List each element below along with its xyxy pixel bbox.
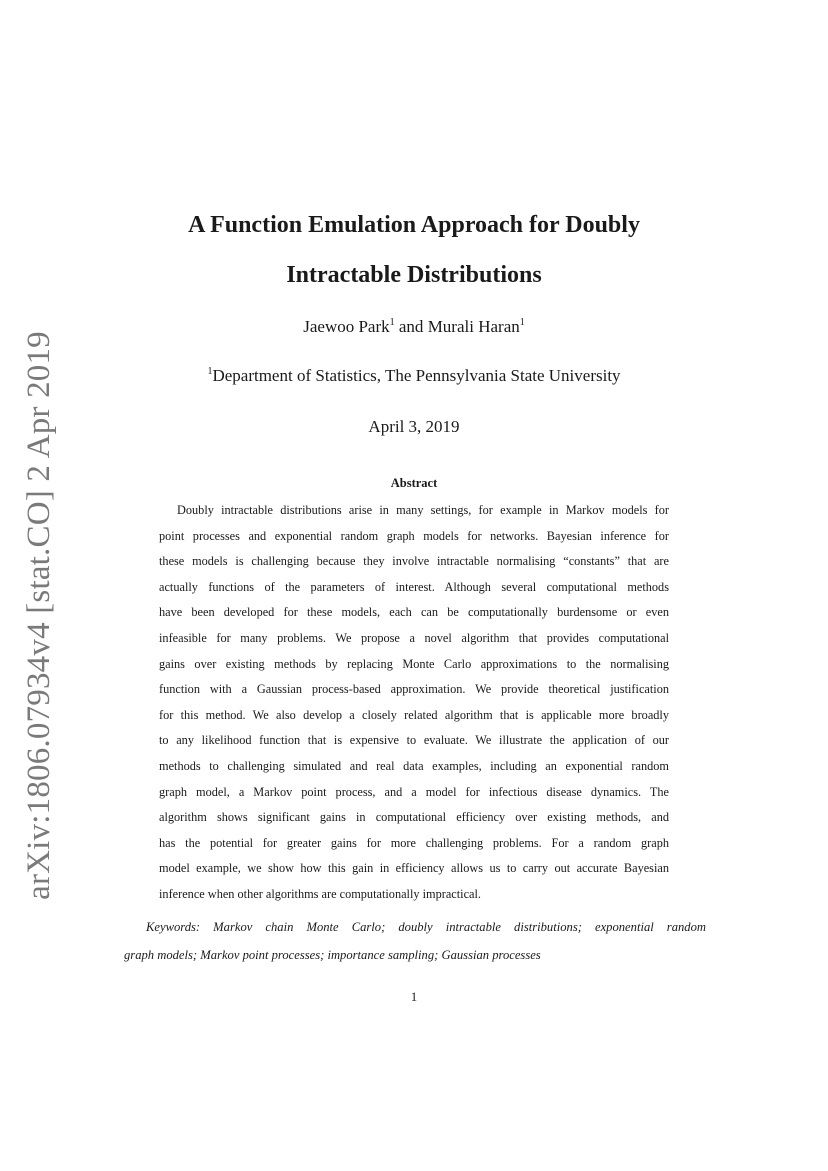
abstract-line: gains over existing methods by replacing Monte Carlo approximations to the normalising [159, 656, 669, 671]
author-1-name: Jaewoo Park [303, 317, 390, 336]
author-conjunction: and [394, 317, 428, 336]
affiliation-text: Department of Statistics, The Pennsylvania State University [212, 366, 621, 385]
abstract-line: infeasible for many problems. We propose a novel algorithm that provides computational [159, 630, 669, 645]
abstract-line: actually functions of the parameters of interest. Although several computational methods [159, 579, 669, 594]
arxiv-id-text: arXiv:1806.07934v4 [stat.CO] 2 Apr 2019 [20, 330, 57, 900]
page-number: 1 [410, 990, 418, 1004]
affiliation [0, 366, 828, 386]
abstract-heading: Abstract [390, 476, 438, 490]
arxiv-identifier-stamp [14, 330, 64, 900]
paper-title [0, 200, 828, 300]
keywords-line-2: graph models; Markov point processes; importance sampling; Gaussian processes [124, 948, 541, 962]
abstract-line: inference when other algorithms are computationally impractical. [159, 886, 481, 901]
abstract-line: to any likelihood function that is expensive to evaluate. We illustrate the application of our [159, 733, 669, 748]
abstract-line: point processes and exponential random graph models for networks. Bayesian inference for [159, 528, 669, 543]
author-2-name: Murali Haran [427, 317, 520, 336]
affiliation-mark: 1 [207, 366, 213, 377]
keywords [124, 913, 706, 969]
keywords-line-1: Keywords: Markov chain Monte Carlo; doubly intractable distributions; exponential random [146, 920, 706, 934]
abstract-line: these models is challenging because they involve intractable normalising “constants” that are [159, 554, 669, 569]
abstract-line: have been developed for these models, each can be computationally burdensome or even [159, 605, 669, 620]
title-line-1: A Function Emulation Approach for Doubly [188, 212, 640, 238]
abstract-line: model example, we show how this gain in efficiency allows us to carry out accurate Bayesian [159, 861, 669, 876]
title-line-2: Intractable Distributions [286, 262, 542, 288]
abstract-line: algorithm shows significant gains in computational efficiency over existing methods, and [159, 810, 669, 825]
author-list [0, 317, 828, 337]
publication-date: April 3, 2019 [368, 417, 460, 436]
abstract-line: Doubly intractable distributions arise in many settings, for example in Markov models for [177, 503, 669, 517]
abstract-line: function with a Gaussian process-based approximation. We provide theoretical justification [159, 682, 669, 697]
author-2-affil-mark: 1 [519, 317, 525, 328]
abstract-line: methods to challenging simulated and real data examples, including an exponential random [159, 758, 669, 773]
abstract-body [159, 498, 669, 908]
abstract-line: graph model, a Markov point process, and a model for infectious disease dynamics. The [159, 784, 669, 799]
abstract-line: has the potential for greater gains for more challenging problems. For a random graph [159, 835, 669, 850]
author-1-affil-mark: 1 [389, 317, 395, 328]
abstract-line: for this method. We also develop a closely related algorithm that is applicable more broadly [159, 707, 669, 722]
